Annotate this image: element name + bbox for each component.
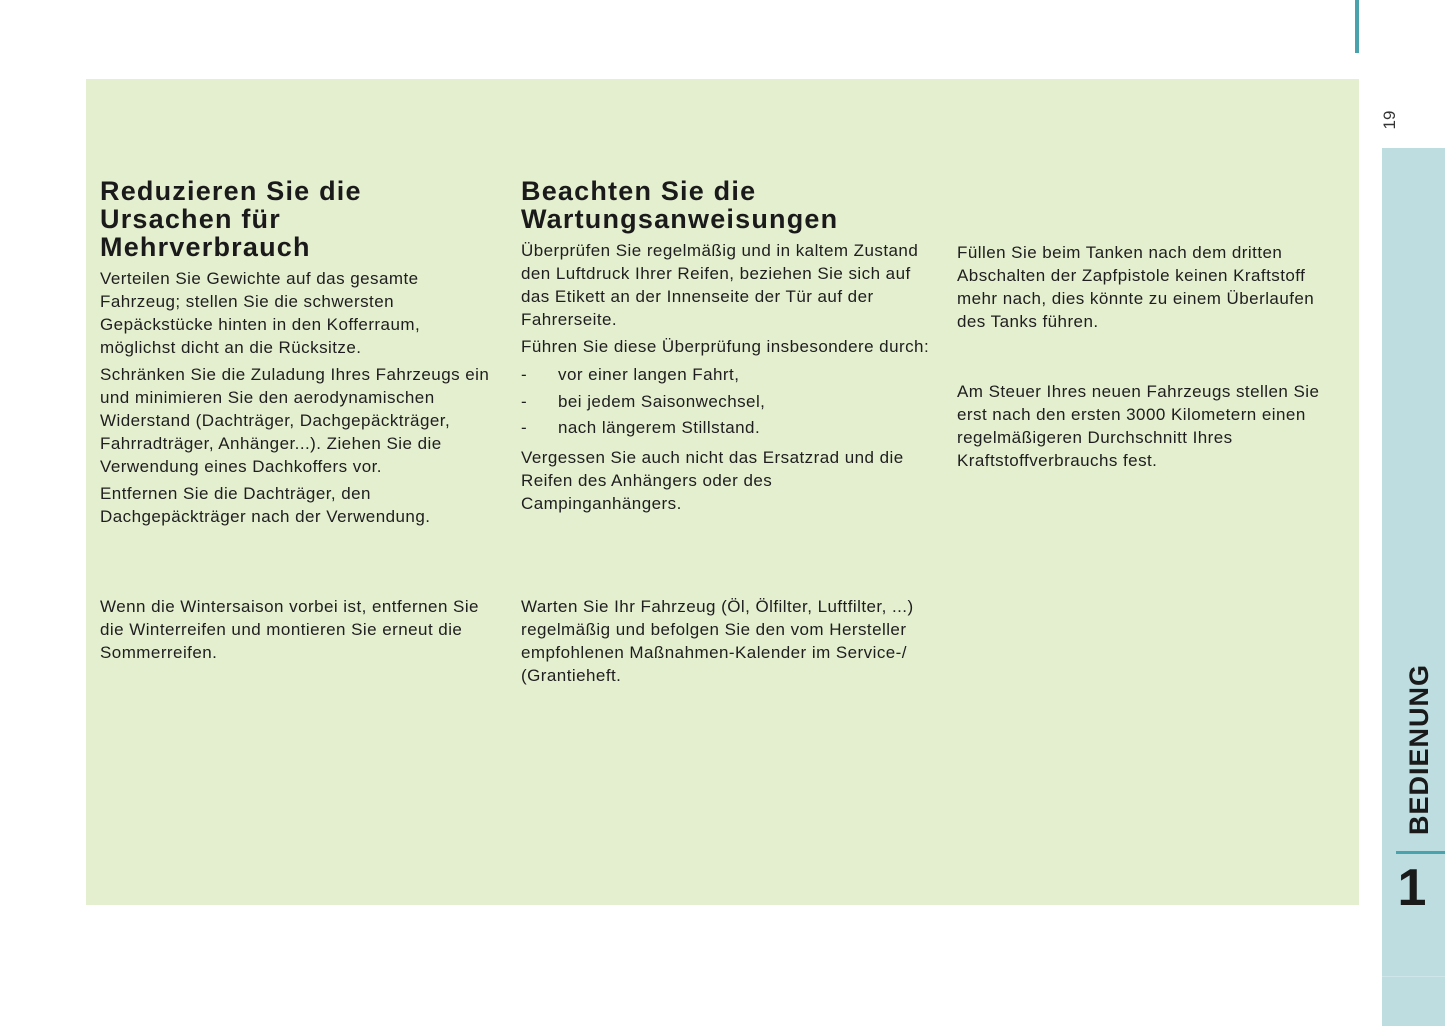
dash-bullet: - (521, 365, 528, 384)
list-item-text: vor einer langen Fahrt, (558, 365, 740, 384)
list-item-text: nach längerem Stillstand. (558, 418, 761, 437)
check-list (521, 362, 931, 442)
paragraph: Überprüfen Sie regelmäßig und in kaltem Zustand den Luftdruck Ihrer Reifen, beziehen Sie sich auf das Etikett an der Innenseite der Tür auf der Fahrerseite. (521, 241, 919, 329)
column-fuel (957, 241, 1337, 476)
paragraph: Schränken Sie die Zuladung Ihres Fahrzeugs ein und minimieren Sie den aerodynamischen Widerstand (Dachträger, Dachgepäckträger, Fahrradträger, Anhänger...). Ziehen Sie die Verwendung eines Dachkoffers vor. (100, 365, 490, 476)
list-item-text: bei jedem Saisonwechsel, (558, 391, 766, 411)
list-item (521, 389, 931, 416)
paragraph: Warten Sie Ihr Fahrzeug (Öl, Ölfilter, Luftfilter, ...) regelmäßig und befolgen Sie den vom Hersteller empfohlenen Maßnahmen-Kalender im Service-/ (Grantieheft. (521, 597, 914, 685)
column-consumption (100, 177, 500, 532)
dash-bullet: - (521, 418, 528, 437)
dash-bullet: - (521, 391, 528, 411)
paragraph: Wenn die Wintersaison vorbei ist, entfernen Sie die Winterreifen und montieren Sie erneut die Sommerreifen. (100, 597, 479, 662)
top-accent-rule (1355, 0, 1359, 53)
heading-consumption: Reduzieren Sie die Ursachen für Mehrverbrauch (100, 176, 362, 262)
list-item (521, 415, 931, 442)
paragraph: Entfernen Sie die Dachträger, den Dachgepäckträger nach der Verwendung. (100, 484, 431, 526)
chapter-title: BEDIENUNG (1404, 663, 1434, 835)
heading-maintenance: Beachten Sie die Wartungsanweisungen (521, 176, 839, 234)
winter-tyres-note (100, 595, 500, 668)
paragraph: Verteilen Sie Gewichte auf das gesamte Fahrzeug; stellen Sie die schwersten Gepäckstücke hinten in den Kofferraum, möglichst dicht an die Rücksitze. (100, 269, 421, 357)
paragraph: Füllen Sie beim Tanken nach dem dritten Abschalten der Zapfpistole keinen Kraftstoff mehr nach, dies könnte zu einem Überlaufen des Tanks führen. (957, 243, 1315, 331)
page-number: 19 (1380, 110, 1399, 130)
list-item (521, 362, 931, 389)
service-note (521, 595, 931, 691)
paragraph: Führen Sie diese Überprüfung insbesondere durch: (521, 337, 930, 356)
chapter-rule (1396, 851, 1445, 854)
paragraph: Am Steuer Ihres neuen Fahrzeugs stellen Sie erst nach den ersten 3000 Kilometern einen regelmäßigeren Durchschnitt Ihres Kraftstoffverbrauchs fest. (957, 382, 1320, 470)
paragraph: Vergessen Sie auch nicht das Ersatzrad und die Reifen des Anhängers oder des Campinganhängers. (521, 447, 904, 513)
chapter-number: 1 (1397, 859, 1427, 917)
column-maintenance (521, 177, 931, 519)
